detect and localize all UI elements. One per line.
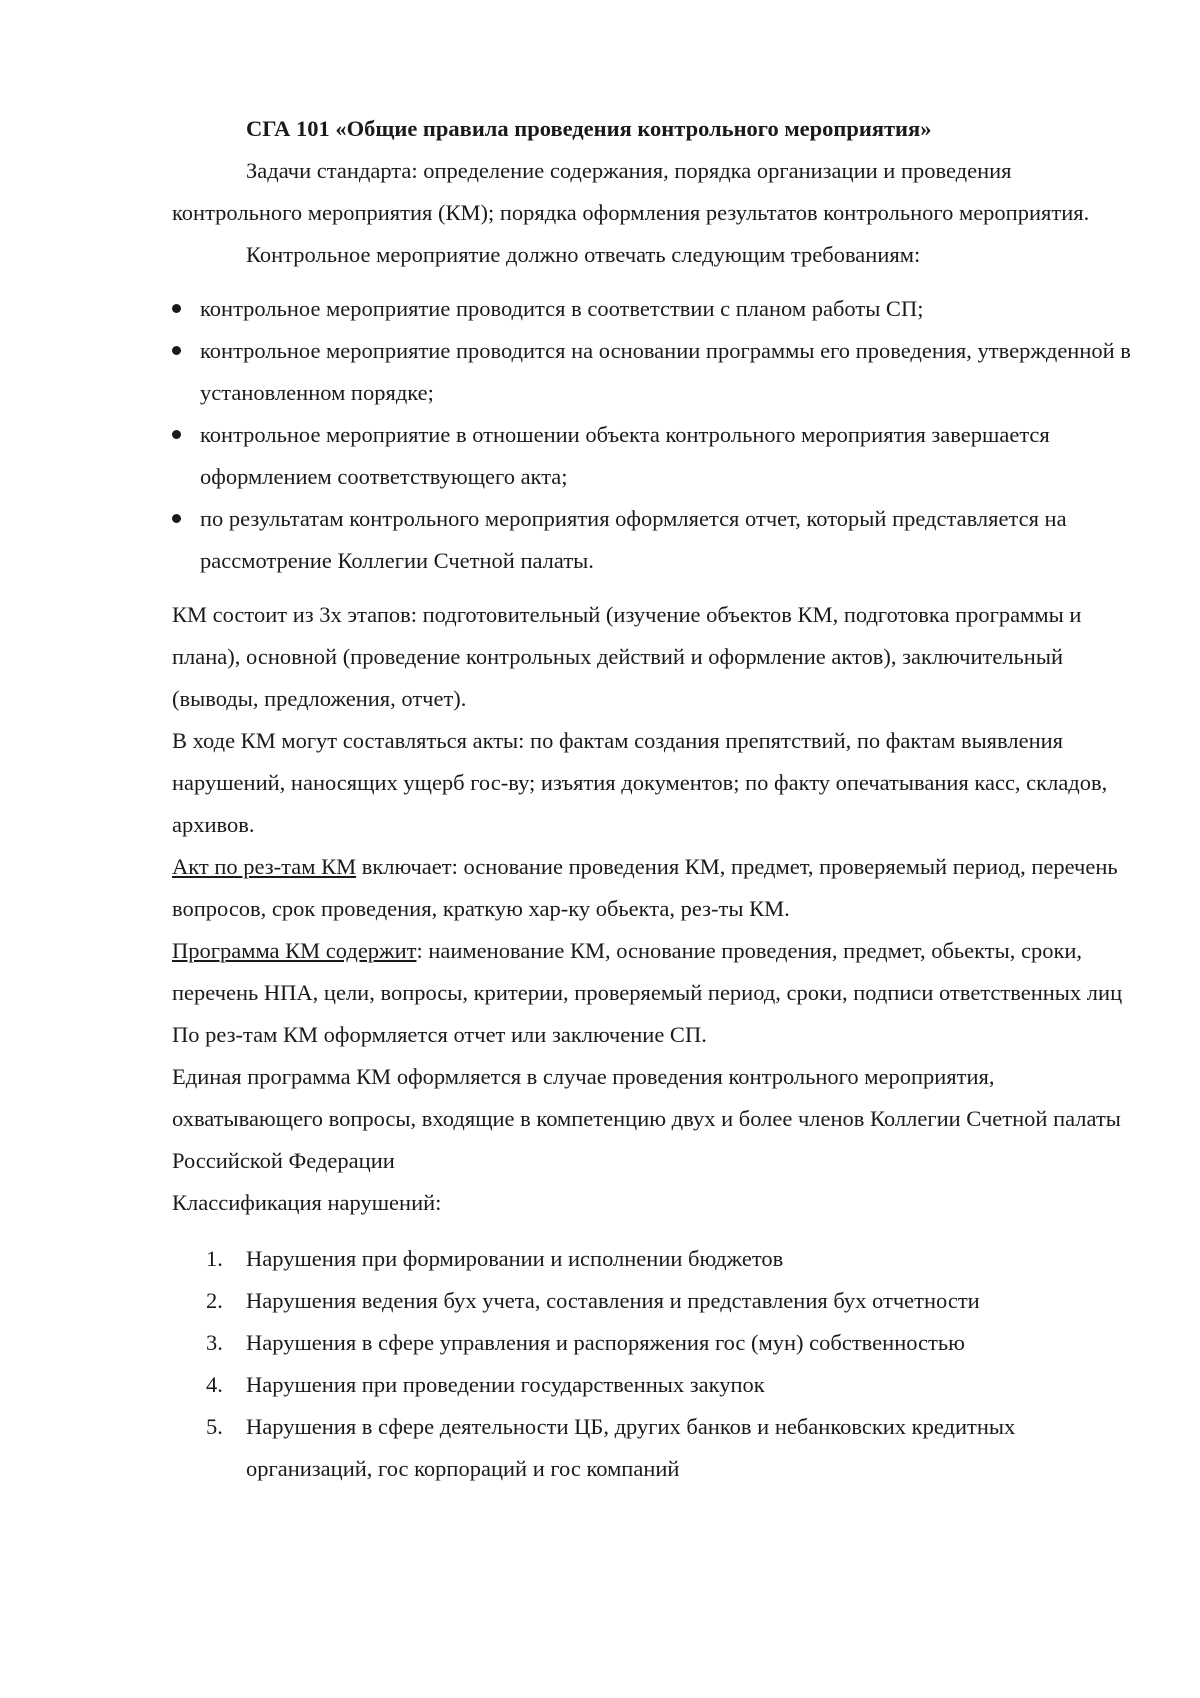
list-item-text: Нарушения в сфере управления и распоряжения гос (мун) собственностью [246, 1330, 965, 1355]
program-contents-text: : наименование КМ, основание проведения, предмет, обьекты, сроки, перечень НПА, цели, вопросы, критерии, проверяемый период, сроки, подписи ответственных лиц [172, 938, 1123, 1005]
acts-paragraph: В ходе КМ могут составляться акты: по фактам создания препятствий, по фактам выявления нарушений, наносящих ущерб гос-ву; изъятия документов; по факту опечатывания касс, складов, архивов. [172, 728, 1108, 837]
bullet-icon [172, 346, 181, 355]
list-item-text: Нарушения при проведении государственных закупок [246, 1372, 765, 1397]
violations-list [172, 1238, 1132, 1490]
report-paragraph: По рез-там КМ оформляется отчет или заключение СП. [172, 1022, 707, 1047]
program-contents-paragraph [172, 930, 1132, 1014]
list-item-text: контрольное мероприятие в отношении объекта контрольного мероприятия завершается оформлением соответствующего акта; [200, 422, 1050, 489]
list-item [172, 288, 1132, 330]
list-item [172, 330, 1132, 414]
list-item-text: Нарушения в сфере деятельности ЦБ, других банков и небанковских кредитных организаций, гос корпораций и гос компаний [246, 1414, 1016, 1481]
list-item-text: контрольное мероприятие проводится в соответствии с планом работы СП; [200, 296, 924, 321]
list-item-text: Нарушения ведения бух учета, составления и представления бух отчетности [246, 1288, 980, 1313]
list-item [172, 1364, 1132, 1406]
list-item [172, 1322, 1132, 1364]
act-contents-paragraph [172, 846, 1132, 930]
list-item [172, 1280, 1132, 1322]
list-item-number: 1. [206, 1246, 223, 1271]
list-item-text: Нарушения при формировании и исполнении бюджетов [246, 1246, 784, 1271]
bullet-icon [172, 304, 181, 313]
list-item [172, 1238, 1132, 1280]
list-item-number: 5. [206, 1414, 223, 1439]
requirements-list [172, 288, 1132, 582]
act-contents-text: включает: основание проведения КМ, предмет, проверяемый период, перечень вопросов, срок проведения, краткую хар-ку обьекта, рез-ты КМ. [172, 854, 1118, 921]
list-item-number: 3. [206, 1330, 223, 1355]
list-item [172, 498, 1132, 582]
list-item [172, 1406, 1132, 1490]
stages-paragraph: КМ состоит из 3х этапов: подготовительный (изучение объектов КМ, подготовка программы и плана), основной (проведение контрольных действий и оформление актов), заключительный (выводы, предложения, отчет). [172, 602, 1082, 711]
list-item-text: по результатам контрольного мероприятия оформляется отчет, который представляется на рассмотрение Коллегии Счетной палаты. [200, 506, 1067, 573]
bullet-icon [172, 430, 181, 439]
bullet-icon [172, 514, 181, 523]
document-page [172, 108, 1132, 1490]
intro-paragraph: Задачи стандарта: определение содержания, порядка организации и проведения контрольного мероприятия (КМ); порядка оформления результатов контрольного мероприятия. [172, 158, 1090, 225]
list-item-number: 4. [206, 1372, 223, 1397]
act-contents-label: Акт по рез-там КМ [172, 854, 357, 879]
requirements-intro: Контрольное мероприятие должно отвечать следующим требованиям: [246, 242, 921, 267]
unified-program-paragraph: Единая программа КМ оформляется в случае проведения контрольного мероприятия, охватывающего вопросы, входящие в компетенцию двух и более членов Коллегии Счетной палаты Российской Федерации [172, 1064, 1121, 1173]
document-title: СГА 101 «Общие правила проведения контрольного мероприятия» [246, 116, 932, 141]
list-item-text: контрольное мероприятие проводится на основании программы его проведения, утвержденной в установленном порядке; [200, 338, 1131, 405]
list-item [172, 414, 1132, 498]
program-contents-label: Программа КМ содержит [172, 938, 417, 963]
classification-title: Классификация нарушений: [172, 1190, 442, 1215]
list-item-number: 2. [206, 1288, 223, 1313]
